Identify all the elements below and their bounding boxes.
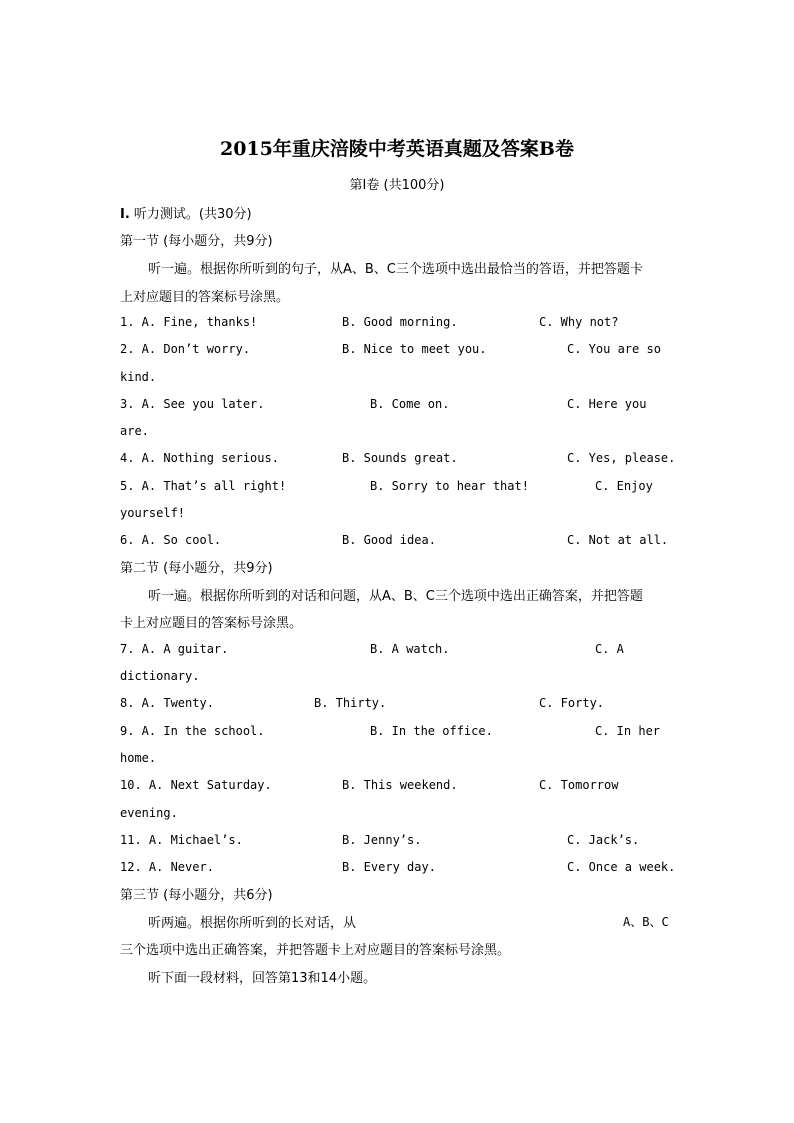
section1-heading: 第一节 (每小题分，共9分) xyxy=(120,234,273,249)
option-a: 2. A. Don’t worry. xyxy=(120,342,251,356)
option-c: C. Yes, please. xyxy=(567,451,676,465)
option-a: 7. A. A guitar. xyxy=(120,642,229,656)
option-c: C. Once a week. xyxy=(567,860,676,874)
option-a: 4. A. Nothing serious. xyxy=(120,451,279,465)
option-b: B. Sorry to hear that! xyxy=(370,479,529,493)
option-a: 12. A. Never. xyxy=(120,860,214,874)
option-c: C. Enjoy xyxy=(595,479,653,493)
option-b: B. Every day. xyxy=(342,860,436,874)
part1-heading xyxy=(120,203,252,222)
option-a: 6. A. So cool. xyxy=(120,533,222,547)
question-row xyxy=(120,397,675,417)
question-row xyxy=(120,642,675,662)
option-b: B. This weekend. xyxy=(342,778,458,792)
option-continuation: evening. xyxy=(120,806,178,820)
section3-instruction-line1: 听两遍。根据你所听到的长对话，从 xyxy=(148,916,357,931)
option-c: C. Forty. xyxy=(539,696,605,710)
option-c: C. Here you xyxy=(567,397,647,411)
section1-instruction-line1: 听一遍。根据你所听到的句子，从A、B、C三个选项中选出最恰当的答语，并把答题卡 xyxy=(148,262,643,277)
option-b: B. A watch. xyxy=(370,642,450,656)
part1-title: 听力测试。(共30分) xyxy=(129,207,252,222)
option-continuation: are. xyxy=(120,424,149,438)
page-title: 2015年重庆涪陵中考英语真题及答案B卷 xyxy=(220,138,574,160)
section2-instruction-line1: 听一遍。根据你所听到的对话和问题，从A、B、C三个选项中选出正确答案，并把答题 xyxy=(148,589,643,604)
section2-instruction-line2: 卡上对应题目的答案标号涂黑。 xyxy=(120,616,303,631)
option-c: C. Jack’s. xyxy=(567,833,640,847)
option-b: B. Good morning. xyxy=(342,315,458,329)
option-continuation: home. xyxy=(120,751,157,765)
option-a: 5. A. That’s all right! xyxy=(120,479,287,493)
option-a: 9. A. In the school. xyxy=(120,724,265,738)
section3-instruction-line2: 三个选项中选出正确答案，并把答题卡上对应题目的答案标号涂黑。 xyxy=(120,943,511,958)
option-a: 10. A. Next Saturday. xyxy=(120,778,272,792)
option-continuation: kind. xyxy=(120,370,157,384)
section3-heading: 第三节 (每小题分，共6分) xyxy=(120,888,273,903)
option-b: B. Jenny’s. xyxy=(342,833,422,847)
question-row xyxy=(120,533,675,553)
option-c: C. A xyxy=(595,642,624,656)
option-b: B. In the office. xyxy=(370,724,493,738)
question-row xyxy=(120,315,675,335)
part1-number: I. xyxy=(120,207,130,222)
option-b: B. Good idea. xyxy=(342,533,436,547)
option-a: 3. A. See you later. xyxy=(120,397,265,411)
option-c: C. In her xyxy=(595,724,661,738)
question-row xyxy=(120,833,675,853)
option-a: 11. A. Michael’s. xyxy=(120,833,243,847)
option-c: C. Tomorrow xyxy=(539,778,619,792)
section3-note: 听下面一段材料，回答第13和14小题。 xyxy=(148,971,377,986)
question-row xyxy=(120,451,675,471)
option-a: 8. A. Twenty. xyxy=(120,696,214,710)
option-continuation: dictionary. xyxy=(120,669,200,683)
question-row xyxy=(120,860,675,880)
option-b: B. Come on. xyxy=(370,397,450,411)
option-c: C. Not at all. xyxy=(567,533,669,547)
question-row xyxy=(120,724,675,744)
section3-options-label: A、B、C xyxy=(623,915,669,929)
question-row xyxy=(120,696,675,716)
option-continuation: yourself! xyxy=(120,506,186,520)
option-c: C. Why not? xyxy=(539,315,619,329)
question-row xyxy=(120,342,675,362)
section1-instruction-line2: 上对应题目的答案标号涂黑。 xyxy=(120,290,290,305)
option-b: B. Nice to meet you. xyxy=(342,342,487,356)
option-b: B. Thirty. xyxy=(314,696,387,710)
option-a: 1. A. Fine, thanks! xyxy=(120,315,258,329)
section2-heading: 第二节 (每小题分，共9分) xyxy=(120,561,273,576)
question-row xyxy=(120,778,675,798)
paper-subtitle: 第Ⅰ卷 (共100分) xyxy=(349,178,445,193)
question-row xyxy=(120,479,675,499)
option-b: B. Sounds great. xyxy=(342,451,458,465)
option-c: C. You are so xyxy=(567,342,661,356)
